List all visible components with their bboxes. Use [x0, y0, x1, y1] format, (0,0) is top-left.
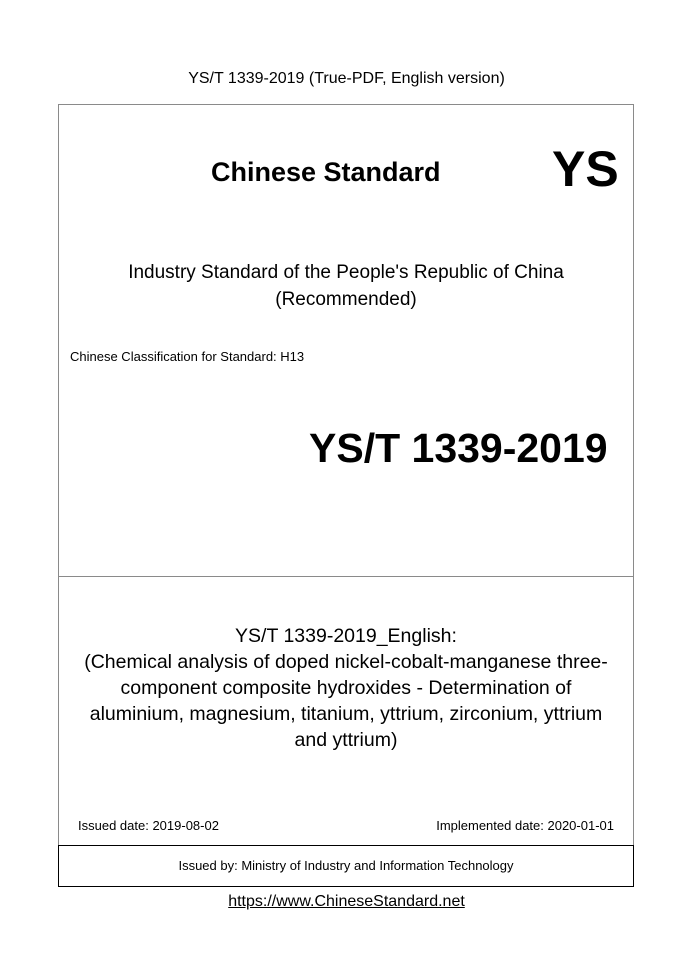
issued-date: Issued date: 2019-08-02 [78, 818, 219, 833]
standard-number: YS/T 1339-2019 [309, 425, 608, 471]
document-title-line: component composite hydroxides - Determination of [120, 677, 572, 699]
classification-text: Chinese Classification for Standard: H13 [70, 349, 305, 364]
implemented-date: Implemented date: 2020-01-01 [436, 818, 614, 833]
issuer-box: Issued by: Ministry of Industry and Information Technology [58, 845, 634, 887]
page-header-title: YS/T 1339-2019 (True-PDF, English version) [188, 70, 505, 87]
cover-upper-section [59, 105, 633, 577]
document-title-line: (Chemical analysis of doped nickel-cobalt-manganese three- [84, 651, 608, 673]
website-link[interactable]: https://www.ChineseStandard.net [228, 893, 465, 910]
industry-line-2: (Recommended) [275, 289, 417, 310]
cover-lower-section [59, 577, 633, 845]
industry-standard-text [59, 259, 633, 313]
cover-frame [58, 104, 634, 846]
chinese-standard-heading: Chinese Standard [211, 157, 441, 187]
document-title-line: and yttrium) [294, 729, 398, 751]
document-title-line: YS/T 1339-2019_English: [235, 625, 457, 647]
ys-mark: YS [552, 141, 619, 197]
document-title [67, 623, 625, 753]
industry-line-1: Industry Standard of the People's Republic of China [128, 262, 564, 283]
document-title-line: aluminium, magnesium, titanium, yttrium, zirconium, yttrium [89, 703, 603, 725]
